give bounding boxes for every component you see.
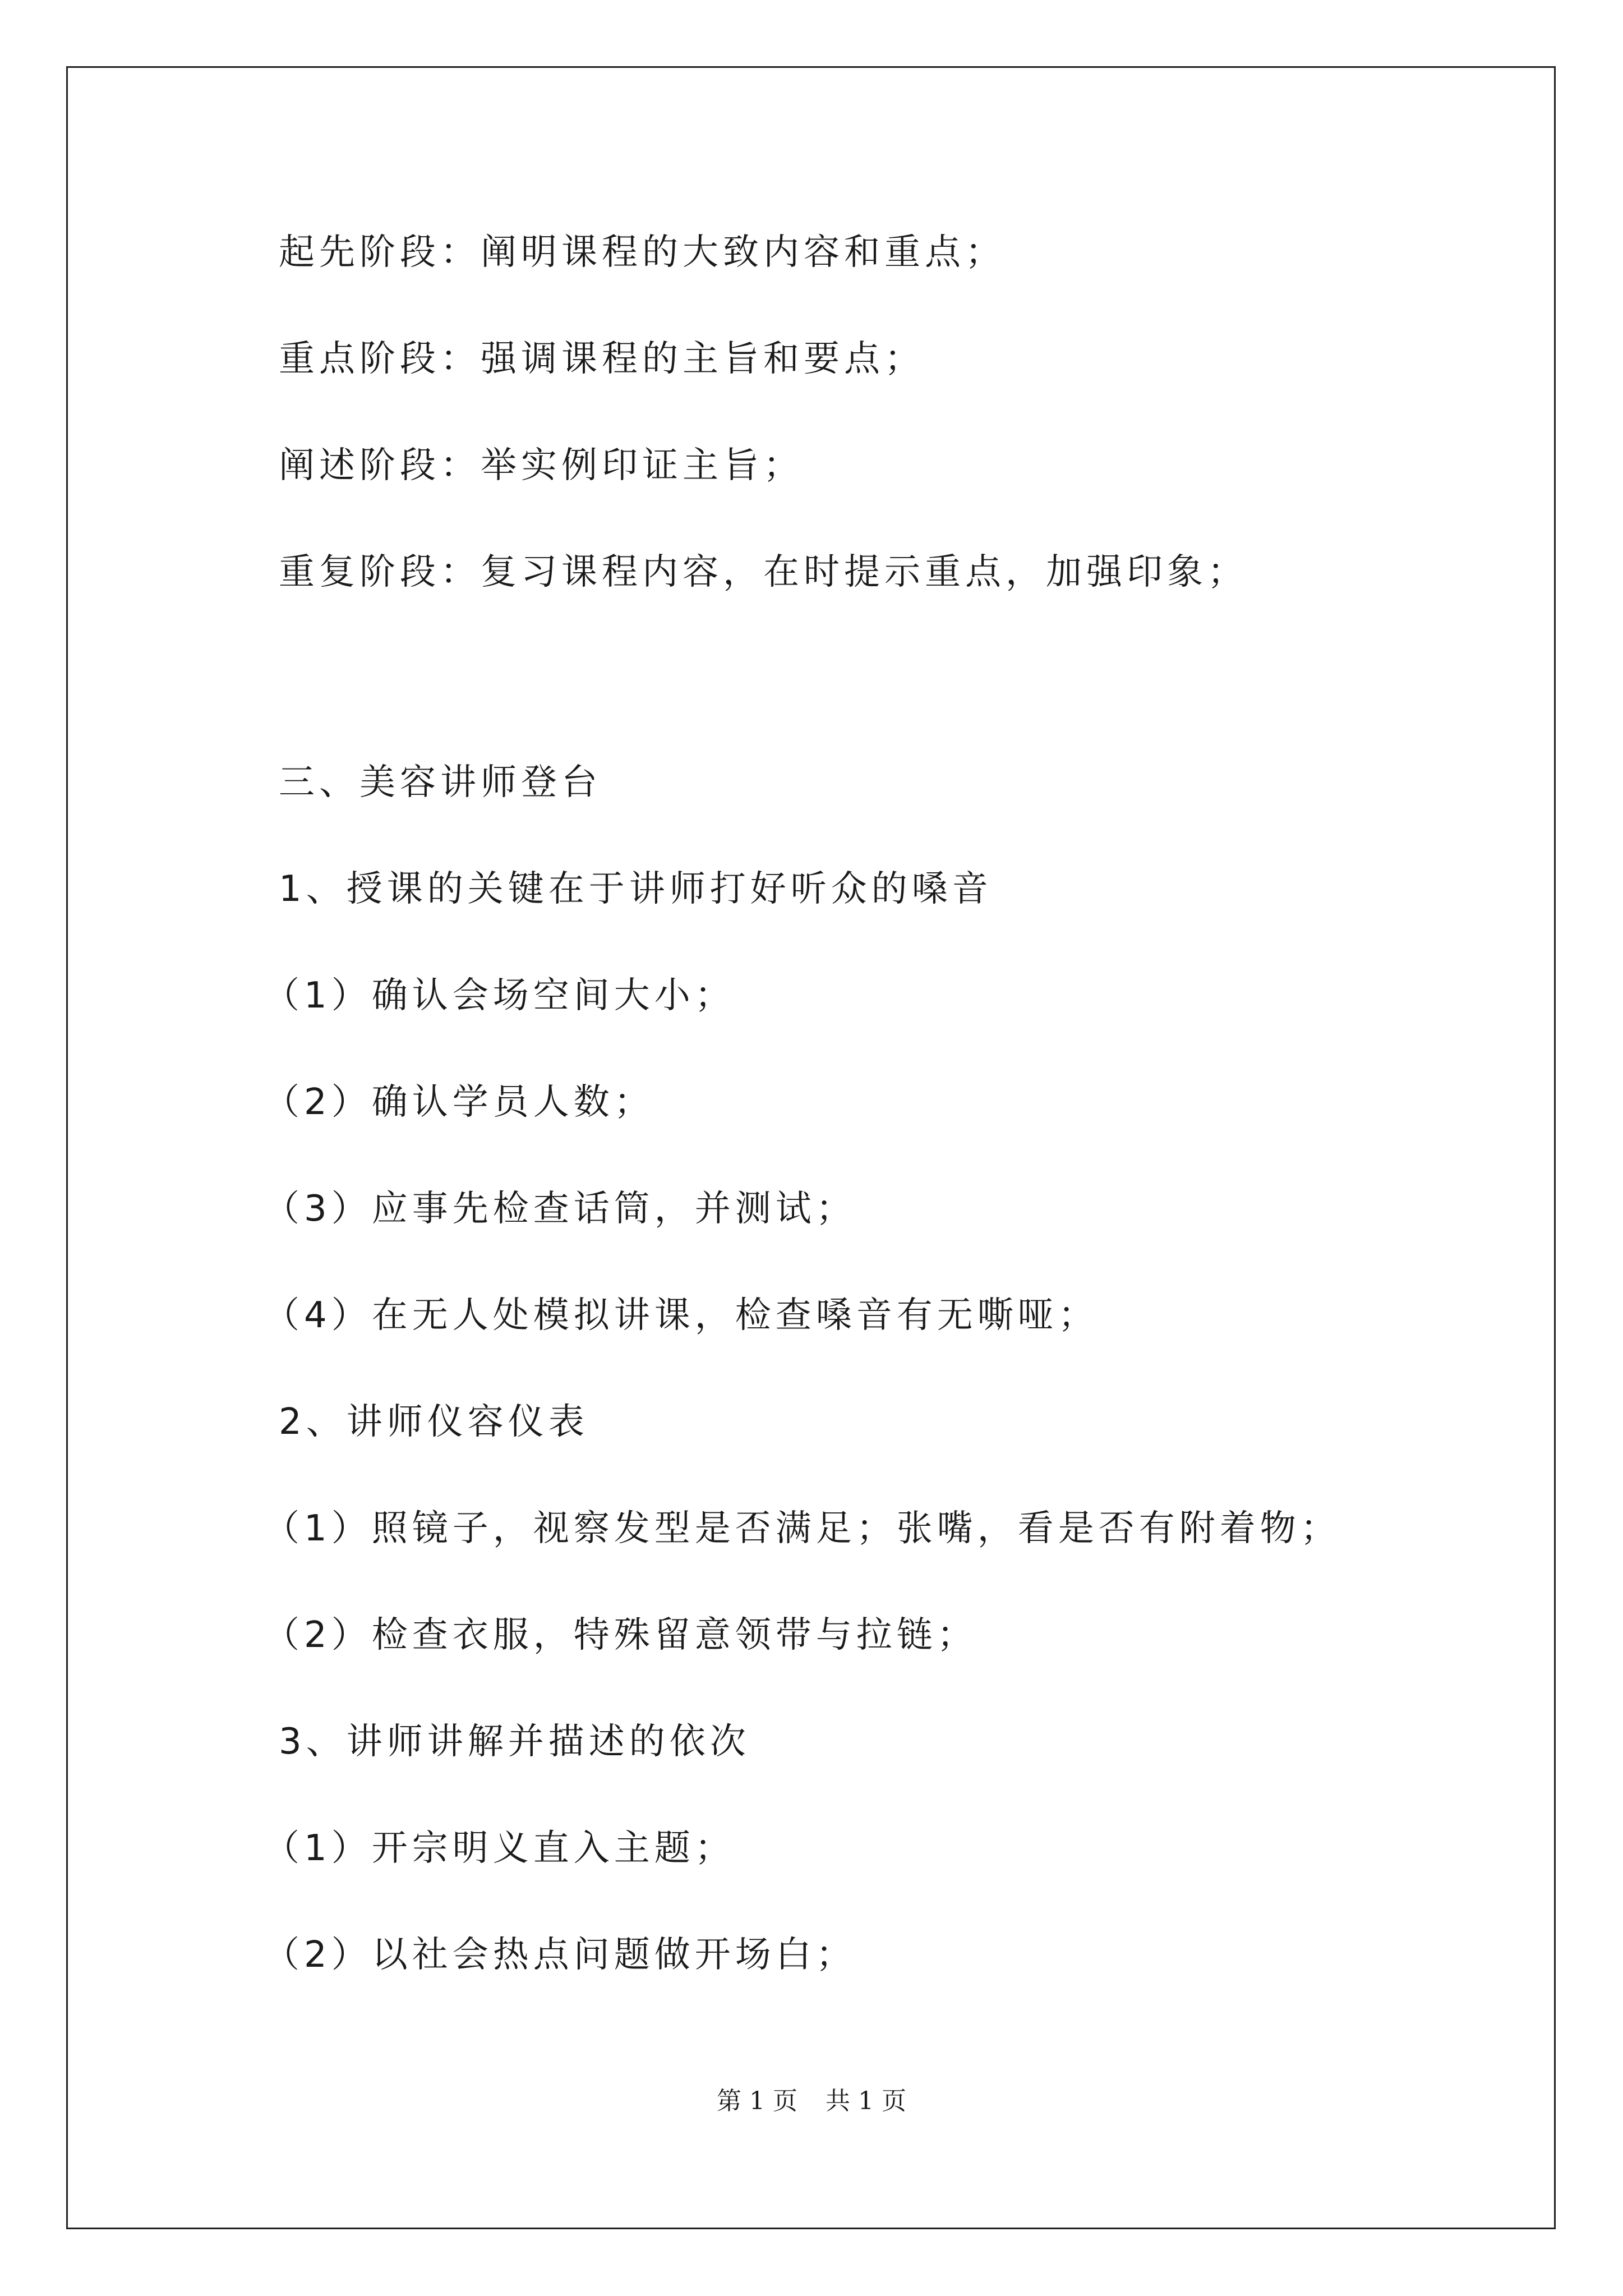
paragraph-key-stage: 重点阶段：强调课程的主旨和要点； [279,338,925,380]
paragraph-opening-stage: 起先阶段：阐明课程的大致内容和重点； [279,232,1006,273]
paragraph-review-stage: 重复阶段：复习课程内容，在时提示重点，加强印象； [279,551,1248,593]
item-2-sub-1: （1）照镜子，视察发型是否满足；张嘴，看是否有附着物； [264,1508,1341,1549]
item-1-heading: 1、授课的关键在于讲师打好听众的嗓音 [279,868,993,910]
page-number: 第 1 页 [717,2087,797,2115]
item-1-sub-3: （3）应事先检查话筒，并测试； [264,1188,856,1230]
page-total: 共 1 页 [826,2087,906,2115]
item-3-sub-1: （1）开宗明义直入主题； [264,1828,735,1869]
section-heading-3: 三、美容讲师登台 [279,762,602,803]
item-2-sub-2: （2）检查衣服，特殊留意领带与拉链； [264,1614,978,1656]
item-3-sub-2: （2）以社会热点问题做开场白； [264,1934,856,1976]
item-1-sub-1: （1）确认会场空间大小； [264,975,735,1016]
item-1-sub-4: （4）在无人处模拟讲课，检查嗓音有无嘶哑； [264,1295,1099,1336]
item-3-heading: 3、讲师讲解并描述的依次 [279,1721,750,1763]
page-border [66,66,1556,2229]
item-1-sub-2: （2）确认学员人数； [264,1082,654,1123]
item-2-heading: 2、讲师仪容仪表 [279,1401,589,1443]
page-footer [0,2086,1623,2117]
paragraph-elaboration-stage: 阐述阶段：举实例印证主旨； [279,445,804,486]
